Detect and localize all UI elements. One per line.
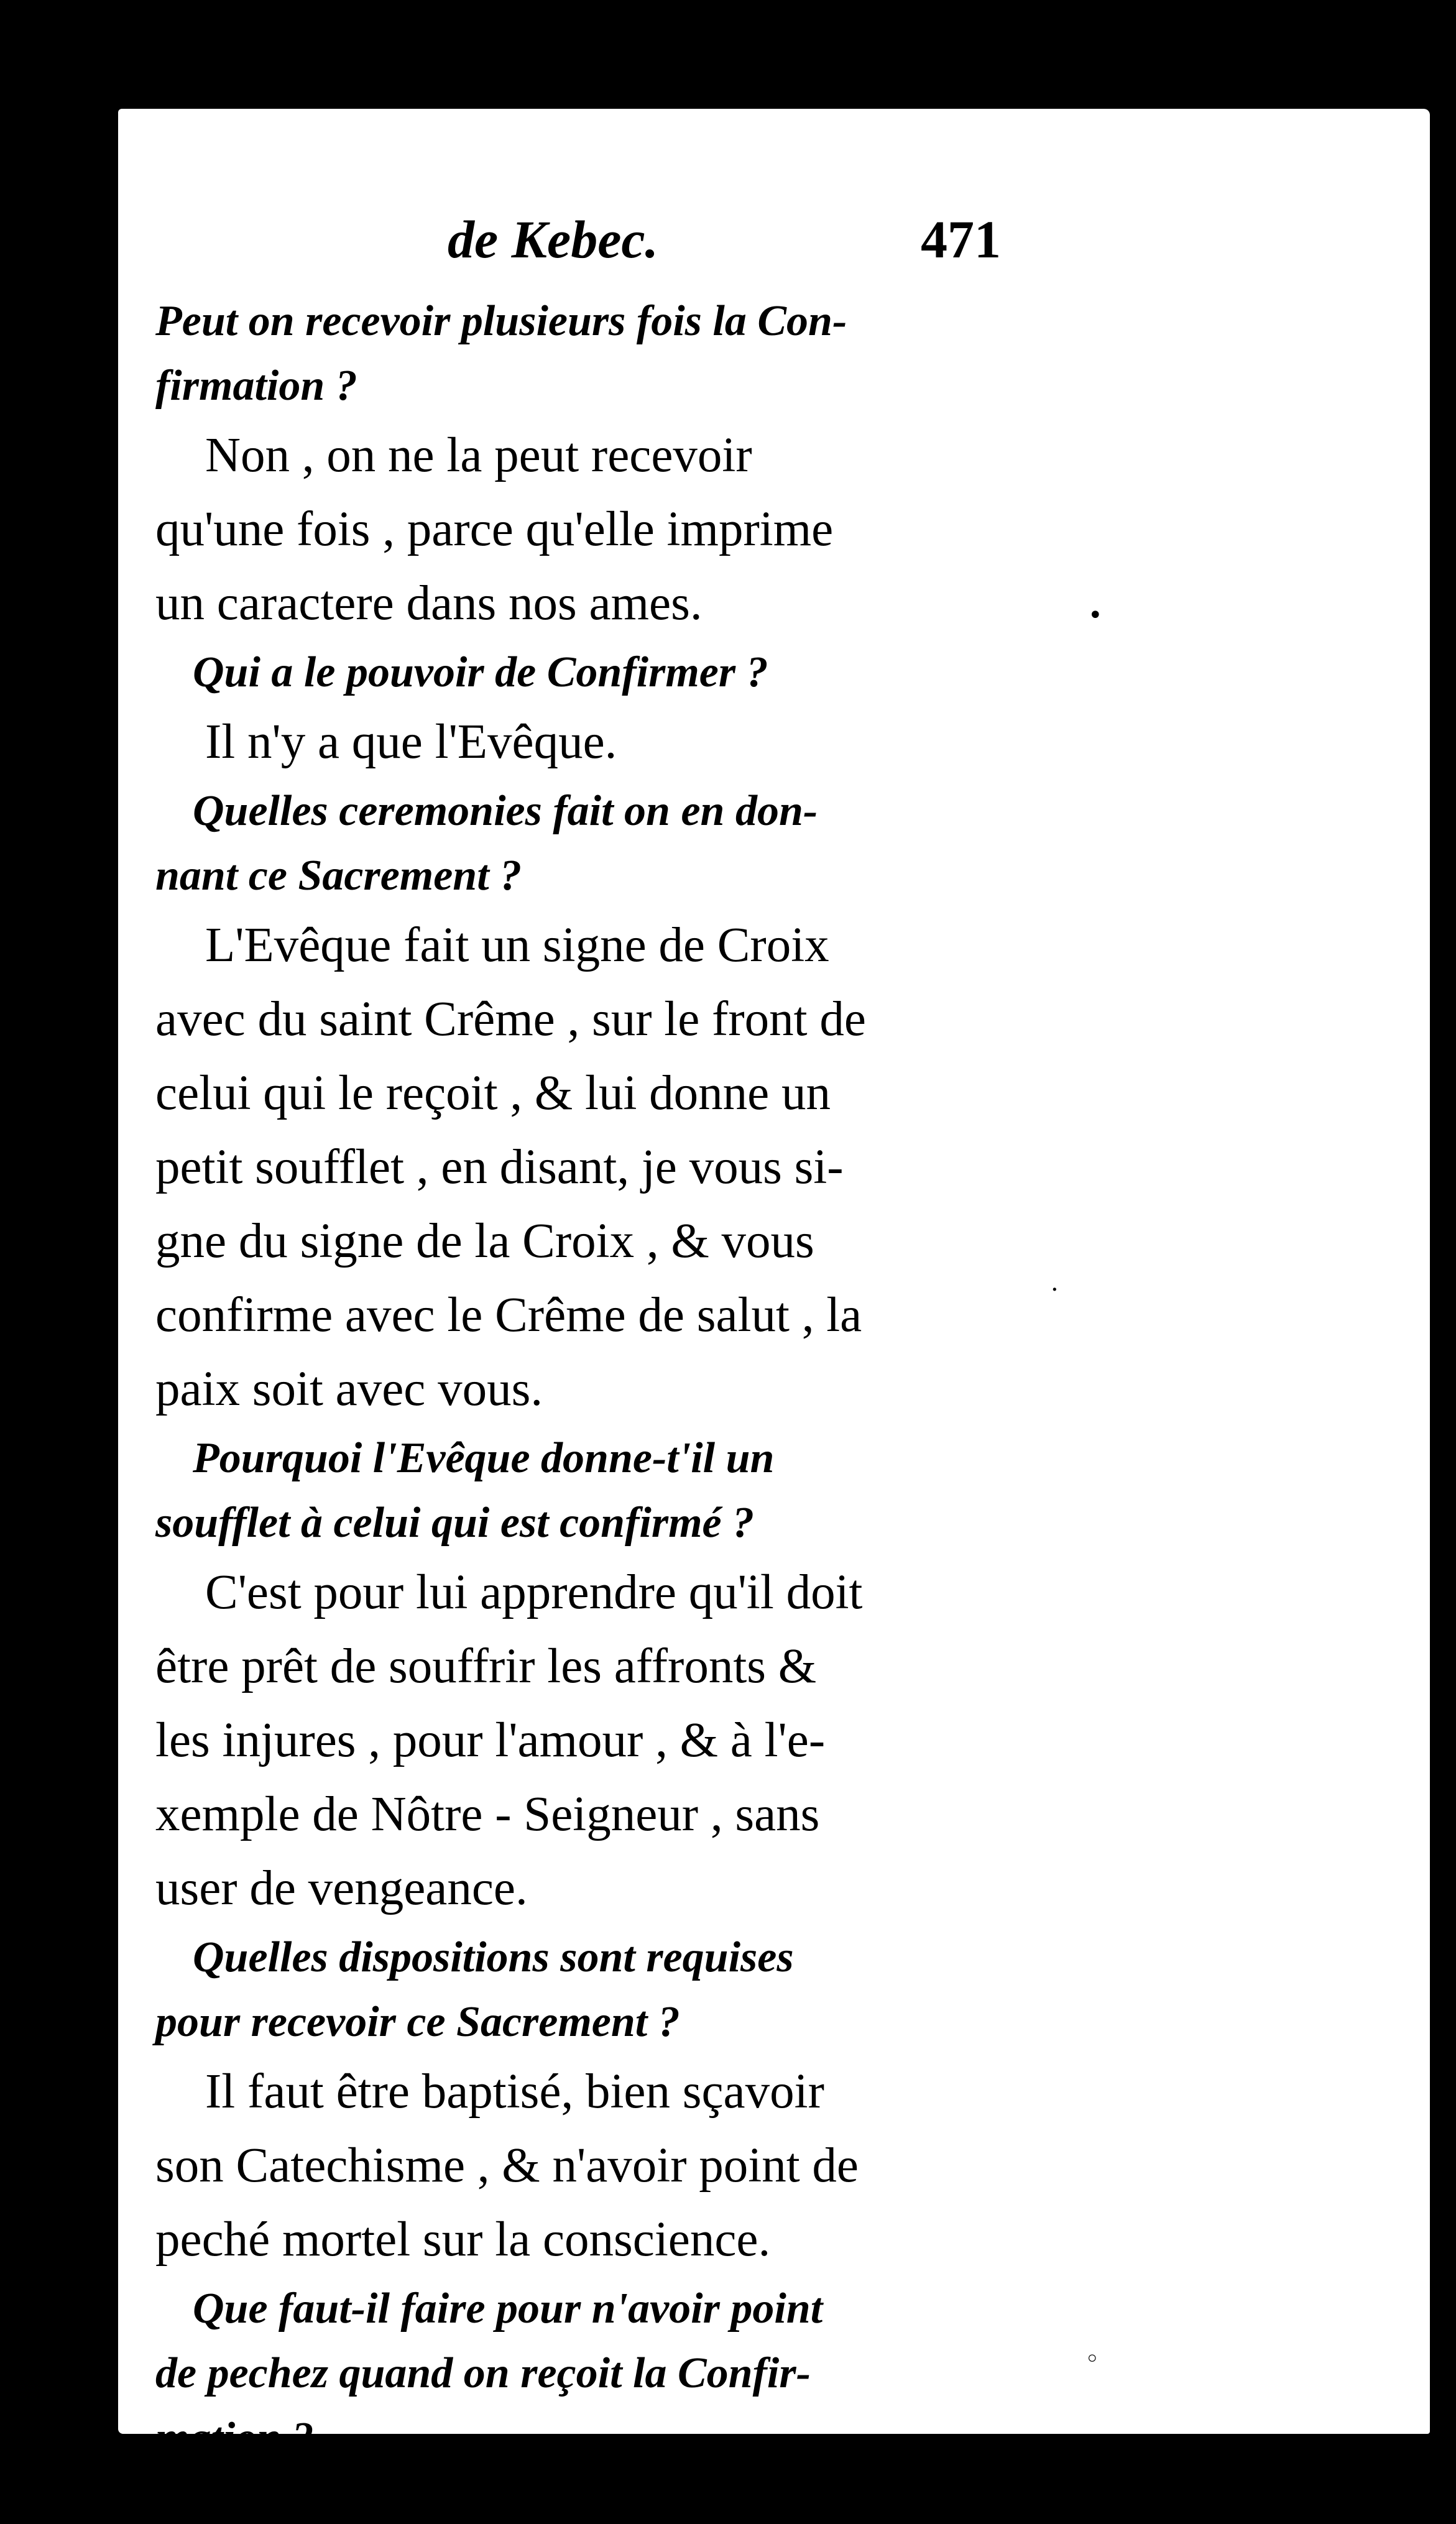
question-line: Peut on recevoir plusieurs fois la Con-: [155, 297, 847, 345]
answer-line: user de vengeance.: [155, 1861, 528, 1915]
question-line: nant ce Sacrement ?: [155, 852, 522, 900]
question: [155, 2277, 1001, 2471]
catechism-text: [155, 289, 1001, 2471]
question: [155, 779, 1001, 908]
question: [155, 1925, 1001, 2055]
answer-line: avec du saint Crême , sur le front de: [155, 992, 866, 1046]
answer-line: xemple de Nôtre - Seigneur , sans: [155, 1787, 820, 1841]
question-line: Qui a le pouvoir de Confirmer ?: [193, 648, 768, 696]
ink-speck: ·: [1051, 1276, 1059, 1304]
margin-fragment: -: [4, 277, 17, 320]
question-line: Quelles ceremonies fait on en don-: [193, 787, 818, 835]
question-line: pour recevoir ce Sacrement ?: [155, 1998, 680, 2046]
answer-line: confirme avec le Crême de salut , la: [155, 1288, 862, 1342]
answer: [155, 1555, 1001, 1925]
answer-line: celui qui le reçoit , & lui donne un: [155, 1066, 831, 1120]
ink-speck: ◦: [1085, 2345, 1100, 2374]
ink-speck: •: [1088, 601, 1103, 630]
answer-line: peché mortel sur la conscience.: [155, 2213, 771, 2267]
answer-line: être prêt de souffrir les affronts &: [155, 1639, 817, 1693]
running-head-title: de Kebec.: [448, 210, 659, 269]
answer-line: les injures , pour l'amour , & à l'e-: [155, 1713, 826, 1767]
previous-page-edge: [0, 0, 32, 2524]
page-number: 471: [921, 210, 1001, 269]
question-line: Pourquoi l'Evêque donne-t'il un: [193, 1434, 775, 1482]
answer-line: paix soit avec vous.: [155, 1362, 543, 1416]
question-line: mation ?: [155, 2414, 314, 2462]
answer-line: C'est pour lui apprendre qu'il doit: [205, 1565, 863, 1619]
question: [155, 289, 1001, 418]
question-line: Quelles dispositions sont requises: [193, 1933, 794, 1981]
question-line: de pechez quand on reçoit la Confir-: [155, 2349, 811, 2397]
answer-line: Il faut être baptisé, bien sçavoir: [205, 2065, 824, 2119]
running-head: [155, 208, 1001, 289]
answer-line: Il n'y a que l'Evêque.: [205, 715, 617, 769]
page-text: [155, 208, 1001, 2471]
question-line: soufflet à celui qui est confirmé ?: [155, 1499, 755, 1547]
answer-line: petit soufflet , en disant, je vous si-: [155, 1140, 844, 1194]
answer-line: Non , on ne la peut recevoir: [205, 428, 752, 482]
answer: [155, 418, 1001, 640]
question: [155, 640, 1001, 705]
answer-line: qu'une fois , parce qu'elle imprime: [155, 502, 834, 556]
answer: [155, 2055, 1001, 2277]
question-line: Que faut-il faire pour n'avoir point: [193, 2285, 823, 2333]
question-line: firmation ?: [155, 362, 357, 410]
answer-line: gne du signe de la Croix , & vous: [155, 1214, 814, 1268]
answer: [155, 908, 1001, 1426]
answer: [155, 705, 1001, 779]
question: [155, 1426, 1001, 1555]
answer-line: un caractere dans nos ames.: [155, 576, 703, 630]
book-page: [118, 109, 1430, 2462]
answer-line: son Catechisme , & n'avoir point de: [155, 2139, 859, 2193]
answer-line: L'Evêque fait un signe de Croix: [205, 918, 829, 972]
